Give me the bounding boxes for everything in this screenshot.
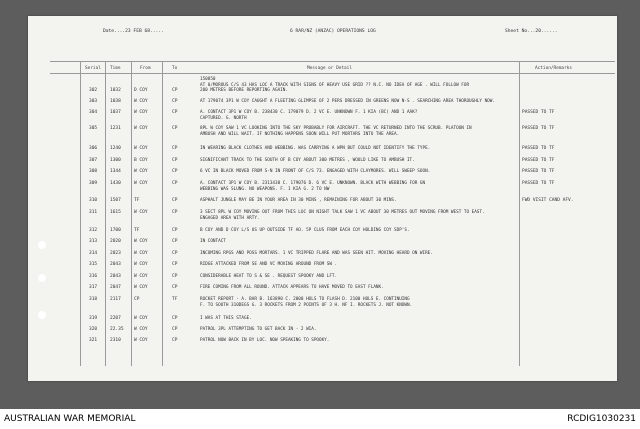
log-time: 1300: [110, 158, 121, 163]
footer-bar: [0, 409, 640, 429]
log-serial: 315: [89, 262, 98, 267]
log-message-line: IN WEARING BLACK CLOTHES AND WEBBING. WAS CARRYING A WPN BUT COULD NOT IDENTIFY THE TYPE.: [200, 146, 431, 151]
log-time: 2310: [110, 338, 121, 343]
log-time: 2117: [110, 297, 121, 302]
log-message-line: AMBUSH AND WILL WAIT. IF NOTHING HAPPENS SOON WILL PUT MORTARS INTO THE AREA.: [200, 131, 400, 137]
log-time: 1231: [110, 126, 121, 131]
log-message-line: 200 METRES BEFORE REPORTING AGAIN.: [200, 88, 288, 93]
log-time: 2043: [110, 262, 121, 267]
col-header-message: Message or Detail: [307, 66, 352, 71]
footer-record-id: RCDIG1030231: [567, 414, 636, 424]
sheet-number: Sheet No...20......: [505, 29, 558, 34]
log-time: 22.35: [110, 327, 124, 332]
log-time: 1037: [110, 110, 121, 115]
log-time: 1240: [110, 146, 121, 151]
log-from: W COY: [134, 327, 148, 332]
log-message-line: WEBBING WAS SLUNG. NO WEAPONS. F. 1 KIA G. 2 TO NW: [200, 186, 330, 192]
log-title: 6 RAR/NZ (ANZAC) OPERATIONS LOG: [290, 29, 376, 34]
log-time: 1038: [110, 99, 121, 104]
log-date: Date....23 FEB 68.....: [103, 29, 164, 34]
log-message-line: F. TO SOUTH 310DEGS G. 3 ROCKETS FROM 2 POINTS OF 3 H. NF I. ROCKETS J. NOT KNOWN.: [200, 302, 413, 308]
log-from: B COY: [134, 158, 148, 163]
log-to: CP: [172, 146, 178, 151]
log-message-line: INCOMING RPGS AND POSS MORTARS. 1 VC TRIPPED FLARE AND WAS SEEN HIT. MOVING HEARD ON WIRE.: [200, 251, 433, 256]
log-from: W COY: [134, 99, 148, 104]
log-to: CP: [172, 110, 178, 115]
log-to: CP: [172, 285, 178, 290]
log-serial: 306: [89, 146, 98, 151]
log-message-line: ASPHALT JUNGLE MAY BE IN YOUR AREA IN 30 MINS , REMAINING FOR ABOUT 30 MINS.: [200, 198, 397, 203]
log-serial: 320: [89, 327, 98, 332]
table-top-rule: [50, 61, 615, 62]
col-header-time: Time: [110, 66, 121, 71]
log-message-line: AT 179074 3P1 W COY CAUGHT A FLEETING GLIMPSE OF 2 PERS DRESSED IN GREENS NOW N-S . SEARCHING AREA THOROUGHLY NOW.: [200, 99, 495, 104]
log-serial: 303: [89, 99, 98, 104]
log-serial: 305: [89, 126, 98, 131]
column-rule: [519, 61, 520, 366]
footer-institution: AUSTRALIAN WAR MEMORIAL: [4, 414, 136, 424]
log-from: W COY: [134, 110, 148, 115]
log-time: 1615: [110, 210, 121, 215]
col-header-to: To: [172, 66, 178, 71]
log-from: W COY: [134, 338, 148, 343]
log-to: CP: [172, 198, 178, 203]
log-from: W COY: [134, 251, 148, 256]
column-rule: [162, 61, 163, 366]
log-serial: 310: [89, 198, 98, 203]
log-time: 1700: [110, 228, 121, 233]
column-rule: [105, 61, 106, 366]
log-to: CP: [172, 181, 178, 186]
log-time: 1507: [110, 198, 121, 203]
log-serial: 304: [89, 110, 98, 115]
log-message-line: A. CONTACT 3P1 W COY B. 2313438 C. 179076 D. 6 VC E. UNKNOWN. BLACK WITH WEBBING FOR GN: [200, 181, 426, 186]
log-message-line: I WAS AT THIS STAGE.: [200, 316, 252, 321]
log-from: CP: [134, 297, 140, 302]
log-to: CP: [172, 158, 178, 163]
log-to: CP: [172, 169, 178, 174]
col-header-serial: Serial: [85, 66, 101, 71]
log-message-line: A. CONTACT 3P1 W COY B. 238430 C. 179079 D. 2 VC E. UNKNOWN F. 1 KIA (BC) AND 1 AAK?: [200, 110, 418, 115]
log-message-line: AT 0/MOROUS C/S 43 HAS LOC A TRACK WITH SIGNS OF HEAVY USE GRID ?? N.C. NO IDEA OF AGE . WILL FOLLOW FOR: [200, 82, 470, 88]
log-from: W COY: [134, 146, 148, 151]
log-serial: 318: [89, 297, 98, 302]
log-message-line: IN CONTACT: [200, 239, 226, 244]
log-time: 2047: [110, 285, 121, 290]
log-message-line: PATROL 3PL ATTEMPTING TO GET BACK IN - 2 WIA.: [200, 327, 317, 332]
log-time: 2043: [110, 274, 121, 279]
log-from: TF: [134, 228, 140, 233]
log-time: 1430: [110, 181, 121, 186]
log-from: W COY: [134, 285, 148, 290]
log-to: CP: [172, 251, 178, 256]
log-from: W COY: [134, 239, 148, 244]
log-to: CP: [172, 88, 178, 93]
log-message-line: CAPTURED. G. NORTH: [200, 115, 247, 121]
punch-hole: [38, 274, 46, 282]
log-action: FWD VISIT CAND AFV.: [522, 198, 574, 203]
log-serial: 317: [89, 285, 98, 290]
log-from: D COY: [134, 88, 148, 93]
column-rule: [131, 61, 132, 366]
log-action: PASSED TO TF: [522, 158, 555, 163]
log-time: 1344: [110, 169, 121, 174]
log-to: CP: [172, 228, 178, 233]
log-time: 2023: [110, 251, 121, 256]
log-message-line: PATROL NOW BACK IN BY LOC. NOW SPEAKING TO SPOOKY.: [200, 338, 330, 343]
log-message-line: SIGNIFICANT TRACK TO THE SOUTH OF B COY ABOUT 300 METRES , WOULD LIKE TO AMBUSH IT.: [200, 158, 415, 163]
log-time: 2020: [110, 239, 121, 244]
log-to: CP: [172, 338, 178, 343]
log-serial: 316: [89, 274, 98, 279]
log-time: 1032: [110, 88, 121, 93]
log-action: PASSED TO TF: [522, 181, 555, 186]
log-action: PASSED TO TF: [522, 110, 555, 115]
column-rule: [80, 61, 81, 366]
log-message-line: ROCKET REPORT - A. BAR B. 163890 C. 2000 HOLS TO FLASH D. 2100 HOLS E. CONTINUING: [200, 297, 410, 302]
log-message-line: CONSIDERABLE HEAT TO S & SE . REQUEST SPOOKY AND LFT.: [200, 274, 338, 279]
log-message-line: 150850: [200, 77, 216, 82]
log-from: W COY: [134, 169, 148, 174]
punch-hole: [38, 311, 46, 319]
log-from: W COY: [134, 181, 148, 186]
log-message-line: 8PL W COY SAW 1 VC LOOKING INTO THE SKY PROBABLY FOR AIRCRAFT. THE VC RETURNED INTO THE SCRUB. PLATOON IN: [200, 126, 472, 131]
log-action: PASSED TO TF: [522, 146, 555, 151]
log-to: CP: [172, 99, 178, 104]
log-serial: 302: [89, 88, 98, 93]
log-to: CP: [172, 239, 178, 244]
log-from: W COY: [134, 316, 148, 321]
log-action: PASSED TO TF: [522, 126, 555, 131]
log-serial: 307: [89, 158, 98, 163]
punch-hole: [38, 241, 46, 249]
log-serial: 313: [89, 239, 98, 244]
log-serial: 311: [89, 210, 98, 215]
log-message-line: 3 SECT 8PL W COY MOVING OUT FROM THIS LOC ON NIGHT TALK SAW 1 VC ABOUT 30 METRES OUT MOVING FROM WEST TO EAST.: [200, 210, 485, 215]
log-to: TF: [172, 297, 178, 302]
col-header-from: From: [140, 66, 151, 71]
log-to: CP: [172, 316, 178, 321]
log-serial: 314: [89, 251, 98, 256]
col-header-action: Action/Remarks: [535, 66, 573, 71]
log-message-line: FIRE COMING FROM ALL ROUND. ATTACK APPEARS TO HAVE MOVED TO EAST FLANK.: [200, 285, 384, 290]
log-serial: 321: [89, 338, 98, 343]
log-message-line: ENGAGED AREA WITH ARTY.: [200, 215, 260, 221]
log-message-line: B COY AND D COY L/S US UP OUTSIDE TF AO. 5P CLUS FROM EACH COY HOLDING COY SDP'S.: [200, 228, 410, 233]
log-from: W COY: [134, 274, 148, 279]
log-serial: 312: [89, 228, 98, 233]
table-header-rule: [50, 73, 615, 74]
log-serial: 308: [89, 169, 98, 174]
log-serial: 319: [89, 316, 98, 321]
log-from: W COY: [134, 210, 148, 215]
log-serial: 309: [89, 181, 98, 186]
log-message-line: RIDGE ATTACKED FROM SE AND VC MOVING AROUND FROM SW .: [200, 262, 338, 267]
log-from: TF: [134, 198, 140, 203]
log-to: CP: [172, 210, 178, 215]
log-from: W COY: [134, 126, 148, 131]
log-to: CP: [172, 262, 178, 267]
log-to: CP: [172, 126, 178, 131]
log-to: CP: [172, 274, 178, 279]
log-action: PASSED TO TF: [522, 169, 555, 174]
log-time: 2207: [110, 316, 121, 321]
log-to: CP: [172, 327, 178, 332]
log-from: W COY: [134, 262, 148, 267]
log-message-line: 6 VC IN BLACK MOVED FROM S-N IN FRONT OF C/S 73. ENGAGED WITH CLAYMORES. WILL SWEEP SOON.: [200, 169, 431, 174]
